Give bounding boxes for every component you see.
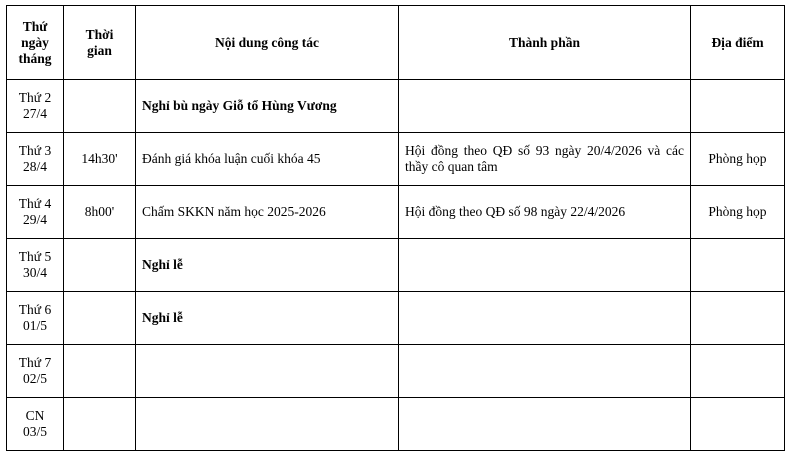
time-cell: 8h00'	[64, 186, 136, 239]
place-cell: Phòng họp	[691, 186, 785, 239]
day-cell	[7, 345, 64, 398]
table-row	[7, 398, 785, 451]
time-cell	[64, 292, 136, 345]
day-cell	[7, 133, 64, 186]
time-cell	[64, 398, 136, 451]
weekday-text: Thứ 6	[18, 302, 52, 317]
members-cell	[399, 80, 691, 133]
work-schedule-table	[6, 5, 785, 451]
header-time	[64, 6, 136, 80]
weekday-text: Thứ 2	[18, 90, 52, 105]
place-cell	[691, 345, 785, 398]
time-cell	[64, 239, 136, 292]
place-cell	[691, 239, 785, 292]
weekday-text: Thứ 5	[18, 249, 52, 264]
header-place: Địa điểm	[691, 6, 785, 80]
members-cell: Hội đồng theo QĐ số 93 ngày 20/4/2026 và các thầy cô quan tâm	[399, 133, 691, 186]
weekday-text: Thứ 3	[18, 143, 52, 158]
date-text: 02/5	[22, 371, 47, 386]
header-day-line-1: Thứ	[22, 18, 48, 34]
members-cell	[399, 398, 691, 451]
header-row	[7, 6, 785, 80]
day-cell	[7, 398, 64, 451]
schedule-table-container	[6, 5, 785, 451]
content-cell	[136, 398, 399, 451]
date-text: 29/4	[22, 212, 47, 227]
table-row	[7, 186, 785, 239]
header-members: Thành phần	[399, 6, 691, 80]
place-cell	[691, 80, 785, 133]
header-day	[7, 6, 64, 80]
header-time-line-2: gian	[87, 42, 112, 58]
members-cell	[399, 345, 691, 398]
table-row	[7, 80, 785, 133]
content-cell: Chấm SKKN năm học 2025-2026	[136, 186, 399, 239]
place-cell: Phòng họp	[691, 133, 785, 186]
header-time-line-1: Thời	[85, 26, 114, 42]
date-text: 01/5	[22, 318, 47, 333]
table-row	[7, 133, 785, 186]
date-text: 30/4	[22, 265, 47, 280]
content-cell: Nghỉ lễ	[136, 239, 399, 292]
date-text: 28/4	[22, 159, 47, 174]
members-cell	[399, 292, 691, 345]
content-cell: Nghỉ bù ngày Giỗ tổ Hùng Vương	[136, 80, 399, 133]
members-cell	[399, 239, 691, 292]
weekday-text: CN	[25, 408, 45, 423]
place-cell	[691, 398, 785, 451]
table-row	[7, 239, 785, 292]
place-cell	[691, 292, 785, 345]
day-cell	[7, 292, 64, 345]
table-row	[7, 345, 785, 398]
header-day-line-2: ngày	[21, 34, 49, 50]
header-day-line-3: tháng	[18, 50, 52, 66]
time-cell: 14h30'	[64, 133, 136, 186]
day-cell	[7, 239, 64, 292]
members-cell: Hội đồng theo QĐ số 98 ngày 22/4/2026	[399, 186, 691, 239]
table-row	[7, 292, 785, 345]
header-content: Nội dung công tác	[136, 6, 399, 80]
weekday-text: Thứ 7	[18, 355, 52, 370]
date-text: 27/4	[22, 106, 47, 121]
content-cell: Đánh giá khóa luận cuối khóa 45	[136, 133, 399, 186]
content-cell	[136, 345, 399, 398]
date-text: 03/5	[22, 424, 47, 439]
time-cell	[64, 80, 136, 133]
day-cell	[7, 186, 64, 239]
day-cell	[7, 80, 64, 133]
weekday-text: Thứ 4	[18, 196, 52, 211]
content-cell: Nghỉ lễ	[136, 292, 399, 345]
time-cell	[64, 345, 136, 398]
